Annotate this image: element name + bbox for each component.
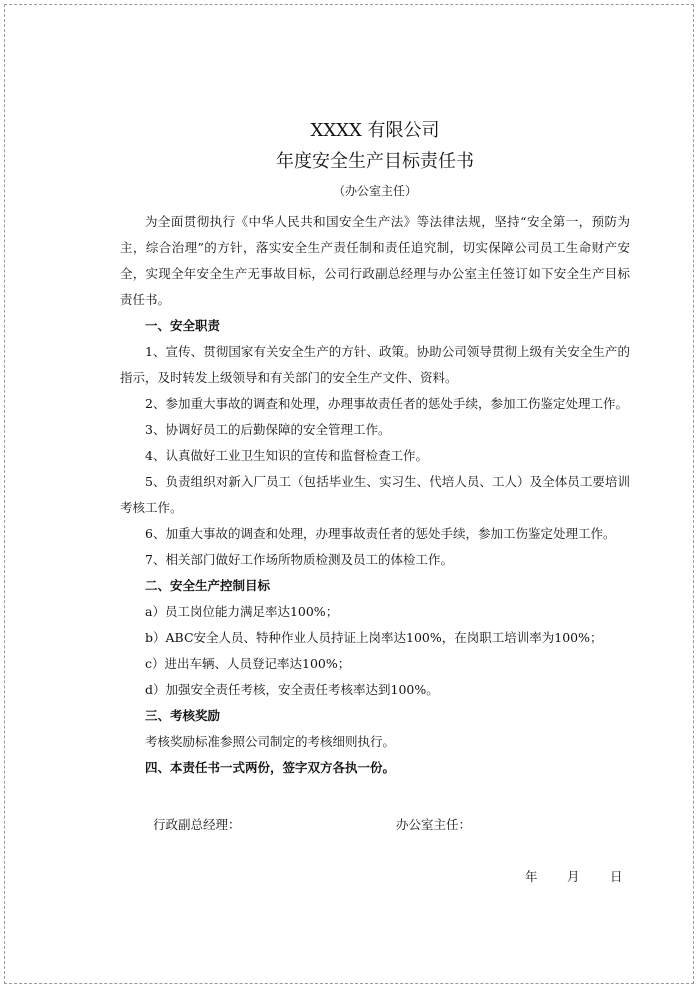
date-row (120, 867, 630, 893)
closing-statement: 四、本责任书一式两份，签字双方各执一份。 (145, 760, 396, 775)
target-item: c）进出车辆、人员登记率达100%； (145, 656, 351, 671)
target-item: a）员工岗位能力满足率达100%； (145, 604, 339, 619)
duty-item: 5、负责组织对新入厂员工（包括毕业生、实习生、代培人员、工人）及全体员工要培训考核工作。 (120, 474, 630, 515)
duty-item: 4、认真做好工业卫生知识的宣传和监督检查工作。 (145, 448, 428, 463)
company-name: XXXX 有限公司 (310, 120, 440, 141)
reward-item: 考核奖励标准参照公司制定的考核细则执行。 (145, 734, 396, 749)
document-subtitle: （办公室主任） (332, 184, 417, 198)
target-item: b）ABC安全人员、特种作业人员持证上岗率达100%，在岗职工培训率为100%； (145, 630, 603, 645)
document-content (120, 117, 630, 893)
document-page (4, 4, 694, 984)
document-title: 年度安全生产目标责任书 (276, 151, 474, 172)
duty-item: 1、宣传、贯彻国家有关安全生产的方针、政策。协助公司领导贯彻上级有关安全生产的指示，及时转发上级领导和有关部门的安全生产文件、资料。 (120, 344, 630, 385)
section-heading-rewards: 三、考核奖励 (145, 708, 221, 723)
signature-office-director: 办公室主任： (396, 817, 472, 832)
duty-item: 6、加重大事故的调查和处理，办理事故责任者的惩处手续，参加工伤鉴定处理工作。 (145, 526, 616, 541)
duty-item: 7、相关部门做好工作场所物质检测及员工的体检工作。 (145, 552, 453, 567)
section-heading-duties: 一、安全职责 (145, 318, 221, 333)
duty-item: 3、协调好员工的后勤保障的安全管理工作。 (145, 422, 391, 437)
signature-row (120, 815, 630, 841)
date-day: 日 (610, 869, 623, 884)
date-month: 月 (567, 869, 580, 884)
intro-paragraph: 为全面贯彻执行《中华人民共和国安全生产法》等法律法规，坚持“安全第一，预防为主，综合治理”的方针，落实安全生产责任制和责任追究制，切实保障公司员工生命财产安全，实现全年安全生产无事故目标，公司行政副总经理与办公室主任签订如下安全生产目标责任书。 (120, 214, 630, 307)
date-year: 年 (525, 869, 538, 884)
signature-vice-gm: 行政副总经理： (153, 817, 241, 832)
section-heading-targets: 二、安全生产控制目标 (145, 578, 271, 593)
target-item: d）加强安全责任考核，安全责任考核率达到100%。 (145, 682, 439, 697)
duty-item: 2、参加重大事故的调查和处理，办理事故责任者的惩处手续，参加工伤鉴定处理工作。 (145, 396, 628, 411)
